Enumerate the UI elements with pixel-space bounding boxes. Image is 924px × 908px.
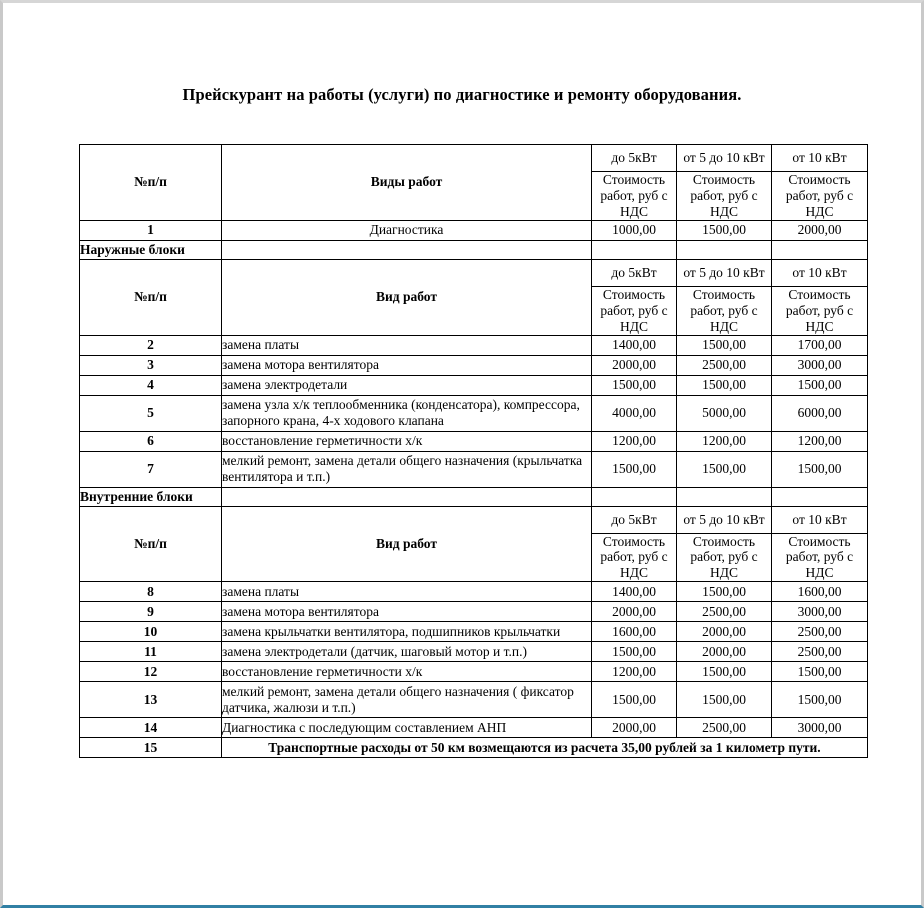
- table-row: [80, 682, 868, 718]
- header-cell-work-types: Виды работ: [222, 145, 592, 221]
- row-number: 11: [80, 642, 222, 662]
- table-header-row-main-outdoor: [80, 259, 868, 286]
- row-price-2: 2500,00: [677, 718, 772, 738]
- row-price-1: 1200,00: [592, 431, 677, 451]
- table-header-row-main: [80, 145, 868, 172]
- row-price-3: 2000,00: [772, 220, 868, 240]
- row-price-1: 1000,00: [592, 220, 677, 240]
- row-price-3: 1700,00: [772, 335, 868, 355]
- row-number: 12: [80, 662, 222, 682]
- row-price-1: 1500,00: [592, 375, 677, 395]
- table-row: [80, 451, 868, 487]
- table-row: [80, 220, 868, 240]
- table-row: [80, 642, 868, 662]
- table-row: [80, 355, 868, 375]
- table-row: [80, 582, 868, 602]
- header-cell-power-3: от 10 кВт: [772, 259, 868, 286]
- header-cell-power-1: до 5кВт: [592, 145, 677, 172]
- table-row: [80, 718, 868, 738]
- row-price-2: 2500,00: [677, 355, 772, 375]
- header-cell-work-type: Вид работ: [222, 259, 592, 335]
- header-cell-power-1: до 5кВт: [592, 259, 677, 286]
- row-number: 15: [80, 738, 222, 758]
- row-price-3: 6000,00: [772, 395, 868, 431]
- section-empty-desc: [222, 240, 592, 259]
- header-cell-cost-1: Стоимость работ, руб с НДС: [592, 533, 677, 582]
- row-price-1: 1400,00: [592, 582, 677, 602]
- header-cell-power-3: от 10 кВт: [772, 506, 868, 533]
- row-price-1: 1500,00: [592, 451, 677, 487]
- row-price-3: 1200,00: [772, 431, 868, 451]
- row-number: 1: [80, 220, 222, 240]
- row-price-2: 2000,00: [677, 622, 772, 642]
- page-title: Прейскурант на работы (услуги) по диагностике и ремонту оборудования.: [182, 85, 742, 104]
- row-price-3: 3000,00: [772, 602, 868, 622]
- section-empty-p3: [772, 240, 868, 259]
- table-header-row-main-indoor: [80, 506, 868, 533]
- section-header-row-indoor: [80, 487, 868, 506]
- row-description: восстановление герметичности х/к: [222, 431, 592, 451]
- row-description: замена узла х/к теплообменника (конденсатора), компрессора, запорного крана, 4-х ходового клапана: [222, 395, 592, 431]
- row-number: 13: [80, 682, 222, 718]
- row-description: замена электродетали: [222, 375, 592, 395]
- header-cell-cost-3: Стоимость работ, руб с НДС: [772, 286, 868, 335]
- row-description: замена платы: [222, 582, 592, 602]
- price-list-table: [79, 144, 868, 758]
- header-cell-cost-1: Стоимость работ, руб с НДС: [592, 286, 677, 335]
- table-row: [80, 335, 868, 355]
- header-cell-power-3: от 10 кВт: [772, 145, 868, 172]
- table-row: [80, 375, 868, 395]
- row-price-2: 1500,00: [677, 335, 772, 355]
- section-empty-p2: [677, 487, 772, 506]
- row-price-3: 1500,00: [772, 662, 868, 682]
- row-number: 10: [80, 622, 222, 642]
- row-price-2: 1200,00: [677, 431, 772, 451]
- row-price-2: 2500,00: [677, 602, 772, 622]
- table-row: [80, 662, 868, 682]
- row-price-3: 2500,00: [772, 622, 868, 642]
- row-number: 2: [80, 335, 222, 355]
- row-price-1: 2000,00: [592, 718, 677, 738]
- header-cell-power-1: до 5кВт: [592, 506, 677, 533]
- price-list-table-container: [79, 144, 867, 758]
- row-price-2: 2000,00: [677, 642, 772, 662]
- header-cell-cost-1: Стоимость работ, руб с НДС: [592, 172, 677, 221]
- row-number: 6: [80, 431, 222, 451]
- row-number: 14: [80, 718, 222, 738]
- row-description: замена электродетали (датчик, шаговый мотор и т.п.): [222, 642, 592, 662]
- section-empty-desc: [222, 487, 592, 506]
- row-number: 3: [80, 355, 222, 375]
- row-number: 7: [80, 451, 222, 487]
- row-price-2: 1500,00: [677, 375, 772, 395]
- row-number: 9: [80, 602, 222, 622]
- row-price-3: 3000,00: [772, 355, 868, 375]
- table-row: [80, 395, 868, 431]
- header-cell-cost-3: Стоимость работ, руб с НДС: [772, 533, 868, 582]
- row-number: 8: [80, 582, 222, 602]
- row-description: замена мотора вентилятора: [222, 602, 592, 622]
- header-cell-cost-2: Стоимость работ, руб с НДС: [677, 286, 772, 335]
- row-price-3: 2500,00: [772, 642, 868, 662]
- row-description: восстановление герметичности х/к: [222, 662, 592, 682]
- header-cell-cost-2: Стоимость работ, руб с НДС: [677, 172, 772, 221]
- header-cell-number: №п/п: [80, 506, 222, 582]
- row-description: мелкий ремонт, замена детали общего назначения ( фиксатор датчика, жалюзи и т.п.): [222, 682, 592, 718]
- row-price-1: 1600,00: [592, 622, 677, 642]
- row-price-1: 1400,00: [592, 335, 677, 355]
- table-row: [80, 602, 868, 622]
- row-price-3: 1500,00: [772, 682, 868, 718]
- header-cell-cost-3: Стоимость работ, руб с НДС: [772, 172, 868, 221]
- row-price-3: 1500,00: [772, 451, 868, 487]
- row-price-3: 1500,00: [772, 375, 868, 395]
- header-cell-power-2: от 5 до 10 кВт: [677, 506, 772, 533]
- section-empty-p2: [677, 240, 772, 259]
- header-cell-number: №п/п: [80, 145, 222, 221]
- row-description: замена платы: [222, 335, 592, 355]
- row-number: 5: [80, 395, 222, 431]
- header-cell-power-2: от 5 до 10 кВт: [677, 259, 772, 286]
- row-number: 4: [80, 375, 222, 395]
- row-description: замена мотора вентилятора: [222, 355, 592, 375]
- header-cell-number: №п/п: [80, 259, 222, 335]
- row-price-2: 1500,00: [677, 582, 772, 602]
- row-price-1: 4000,00: [592, 395, 677, 431]
- section-header-row-outdoor: [80, 240, 868, 259]
- row-price-1: 2000,00: [592, 602, 677, 622]
- row-price-2: 5000,00: [677, 395, 772, 431]
- section-label-outdoor: Наружные блоки: [80, 240, 222, 259]
- row-price-1: 1500,00: [592, 642, 677, 662]
- row-price-2: 1500,00: [677, 220, 772, 240]
- table-row: [80, 622, 868, 642]
- row-price-2: 1500,00: [677, 662, 772, 682]
- row-price-2: 1500,00: [677, 451, 772, 487]
- table-row-note: [80, 738, 868, 758]
- section-empty-p3: [772, 487, 868, 506]
- row-description: мелкий ремонт, замена детали общего назначения (крыльчатка вентилятора и т.п.): [222, 451, 592, 487]
- row-description: замена крыльчатки вентилятора, подшипников крыльчатки: [222, 622, 592, 642]
- row-price-2: 1500,00: [677, 682, 772, 718]
- row-price-3: 1600,00: [772, 582, 868, 602]
- header-cell-cost-2: Стоимость работ, руб с НДС: [677, 533, 772, 582]
- table-row: [80, 431, 868, 451]
- row-price-3: 3000,00: [772, 718, 868, 738]
- row-description: Диагностика с последующим составлением АНП: [222, 718, 592, 738]
- header-cell-work-type: Вид работ: [222, 506, 592, 582]
- section-empty-p1: [592, 487, 677, 506]
- row-price-1: 1500,00: [592, 682, 677, 718]
- section-label-indoor: Внутренние блоки: [80, 487, 222, 506]
- row-price-1: 1200,00: [592, 662, 677, 682]
- transport-cost-note: Транспортные расходы от 50 км возмещаются из расчета 35,00 рублей за 1 километр пути.: [222, 738, 868, 758]
- header-cell-power-2: от 5 до 10 кВт: [677, 145, 772, 172]
- row-description: Диагностика: [222, 220, 592, 240]
- row-price-1: 2000,00: [592, 355, 677, 375]
- section-empty-p1: [592, 240, 677, 259]
